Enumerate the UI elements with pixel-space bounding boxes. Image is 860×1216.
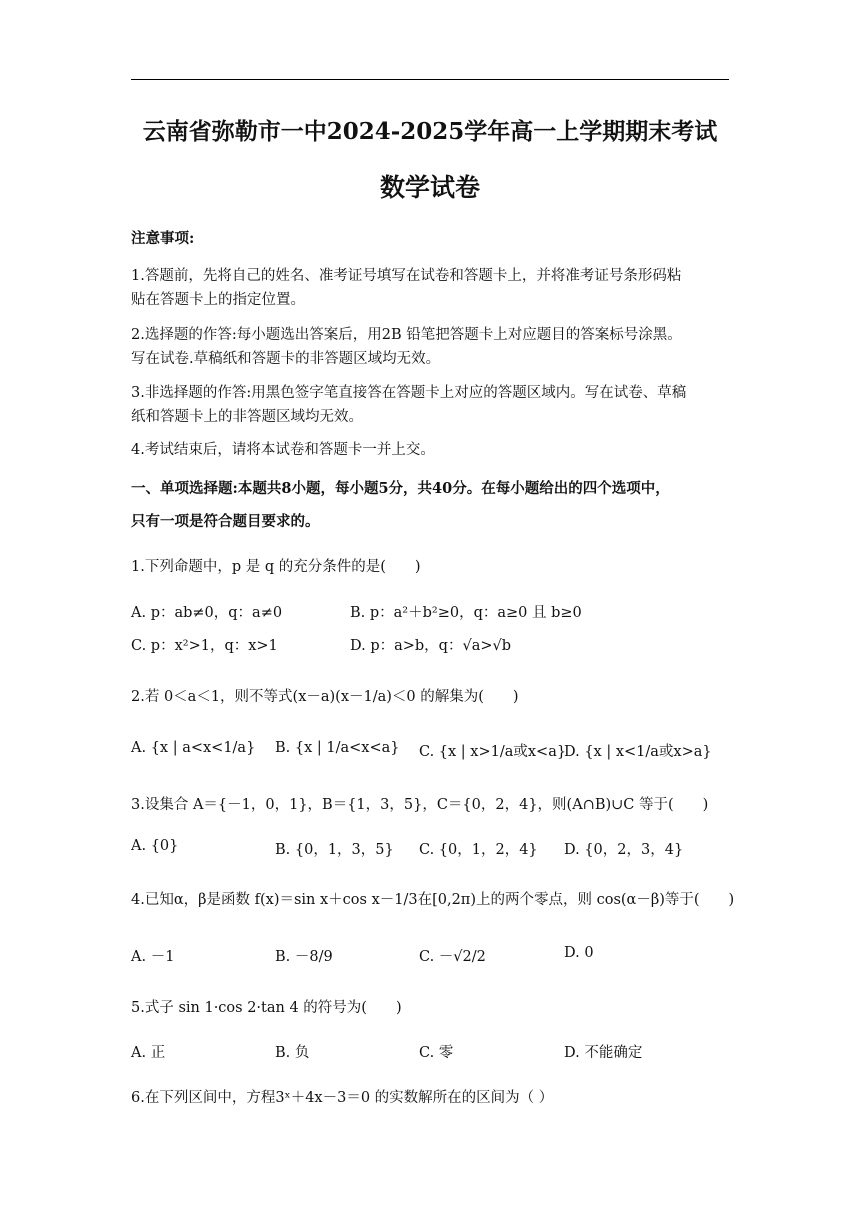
option-b: B. p：a²＋b²≥0，q：a≥0 且 b≥0: [350, 605, 582, 621]
section-heading: 一、单项选择题:本题共8小题，每小题5分，共40分。在每小题给出的四个选项中，: [131, 480, 670, 497]
option-a: A. {x | a<x<1/a}: [131, 740, 256, 756]
option-b: B. {0，1，3，5}: [275, 842, 394, 858]
option-a: A. －1: [131, 949, 175, 965]
question-stem: 3.设集合 A＝{－1，0，1}，B＝{1，3，5}，C＝{0，2，4}，则(A∩B)∪C 等于( ): [131, 797, 709, 813]
notice-item: 1.答题前，先将自己的姓名、准考证号填写在试卷和答题卡上，并将准考证号条形码粘: [131, 268, 682, 284]
notice-item: 写在试卷.草稿纸和答题卡的非答题区域均无效。: [131, 351, 441, 367]
option-b: B. －8/9: [275, 949, 333, 965]
question-stem: 6.在下列区间中，方程3ˣ＋4x－3＝0 的实数解所在的区间为（ ）: [131, 1090, 554, 1106]
option-d: D. 0: [564, 945, 594, 961]
option-a: A. 正: [131, 1045, 166, 1061]
notice-heading: 注意事项:: [131, 230, 195, 247]
header-rule: [131, 79, 729, 80]
option-d: D. {x | x<1/a或x>a}: [564, 744, 712, 760]
question-stem: 2.若 0＜a＜1，则不等式(x－a)(x－1/a)＜0 的解集为( ): [131, 689, 519, 705]
option-d: D. 不能确定: [564, 1045, 643, 1061]
exam-subtitle: 数学试卷: [379, 173, 480, 202]
option-c: C. {x | x>1/a或x<a}: [419, 744, 567, 760]
question-stem: 5.式子 sin 1·cos 2·tan 4 的符号为( ): [131, 1000, 402, 1016]
option-a: A. p：ab≠0，q：a≠0: [131, 605, 283, 621]
notice-item: 贴在答题卡上的指定位置。: [131, 292, 305, 308]
notice-item: 2.选择题的作答:每小题选出答案后，用2B 铅笔把答题卡上对应题目的答案标号涂黑。: [131, 327, 682, 343]
option-d: D. {0，2，3，4}: [564, 842, 684, 858]
notice-item: 纸和答题卡上的非答题区域均无效。: [131, 409, 363, 425]
option-d: D. p：a>b，q：√a>√b: [350, 638, 512, 654]
section-heading: 只有一项是符合题目要求的。: [131, 513, 320, 530]
question-stem: 4.已知α，β是函数 f(x)＝sin x＋cos x－1/3在[0,2π)上的两个零点，则 cos(α－β)等于( ): [131, 892, 735, 908]
notice-item: 4.考试结束后，请将本试卷和答题卡一并上交。: [131, 442, 435, 458]
option-b: B. {x | 1/a<x<a}: [275, 740, 400, 756]
option-c: C. －√2/2: [419, 949, 486, 965]
option-c: C. p：x²>1，q：x>1: [131, 638, 278, 654]
exam-title: 云南省弥勒市一中2024-2025学年高一上学期期末考试: [142, 118, 718, 145]
question-stem: 1.下列命题中，p 是 q 的充分条件的是( ): [131, 559, 421, 575]
option-c: C. {0，1，2，4}: [419, 842, 538, 858]
notice-item: 3.非选择题的作答:用黑色签字笔直接答在答题卡上对应的答题区域内。写在试卷、草稿: [131, 385, 687, 401]
option-a: A. {0}: [131, 838, 179, 854]
option-c: C. 零: [419, 1045, 454, 1061]
option-b: B. 负: [275, 1045, 310, 1061]
